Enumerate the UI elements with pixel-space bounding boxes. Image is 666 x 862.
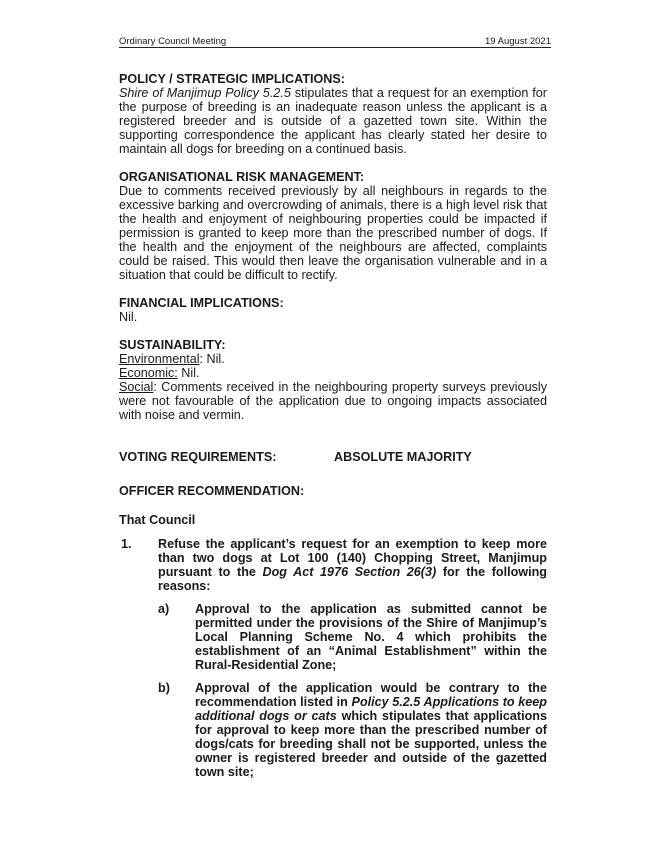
sustainability-heading: SUSTAINABILITY: xyxy=(119,338,226,352)
meeting-date: 19 August 2021 xyxy=(484,36,551,47)
officer-recommendation-heading: OFFICER RECOMMENDATION: xyxy=(119,484,305,498)
risk-text: Due to comments received previously by all neighbours in regards to the excessive barking and overcrowding of animals, there is a high level risk that the health and enjoyment of neighbouring properties could be impacted if permission is granted to keep more than the prescribed number of dogs. If the health and the enjoyment of the neighbours are affected, complaints could be raised. This would then leave the organisation vulnerable and in a situation that could be difficult to rectify. xyxy=(119,184,547,282)
environmental-line: Environmental: Nil. xyxy=(119,352,225,366)
policy-section xyxy=(119,72,547,156)
policy-heading: POLICY / STRATEGIC IMPLICATIONS: xyxy=(119,72,345,86)
reason-a-text: Approval to the application as submitted cannot be permitted under the provisions of the Shire of Manjimup’s Local Planning Scheme No. 4 which prohibits the establishment of an “Animal Establishment” within the Rural-Residential Zone; xyxy=(195,602,547,672)
document-body xyxy=(119,72,547,779)
recommendation-item-1 xyxy=(119,537,547,779)
reason-a xyxy=(158,602,547,672)
meeting-title: Ordinary Council Meeting xyxy=(119,36,227,47)
financial-text: Nil. xyxy=(119,310,138,324)
item-1-text: Refuse the applicant’s request for an exemption to keep more than two dogs at Lot 100 (140) Chopping Street, Manjimup pursuant to the Dog Act 1976 Section 26(3) for the following reasons: xyxy=(158,537,547,593)
policy-text: Shire of Manjimup Policy 5.2.5 stipulates that a request for an exemption for the purpose of breeding is an inadequate reason unless the applicant is a registered breeder and is outside of a gazetted town site. Within the supporting correspondence the applicant has clearly stated her desire to maintain all dogs for breeding on a continued basis. xyxy=(119,86,547,156)
reason-label: a) xyxy=(158,602,170,616)
reason-label: b) xyxy=(158,681,170,695)
policy-title-reference: Policy 5.2.5 Applications to keep additional dogs or cats xyxy=(195,695,547,723)
reason-b-text: Approval of the application would be contrary to the recommendation listed in Policy 5.2.5 Applications to keep additional dogs or cats which stipulates that applications for approval to keep more than the prescribed number of dogs/cats for breeding shall not be supported, unless the owner is registered breeder and outside of the gazetted town site; xyxy=(195,681,548,779)
that-council: That Council xyxy=(119,513,196,527)
page-header xyxy=(119,37,551,48)
sustainability-section xyxy=(119,338,547,422)
reason-b xyxy=(158,681,547,779)
social-line: Social: Comments received in the neighbouring property surveys previously were not favourable of the application due to ongoing impacts associated with noise and vermin. xyxy=(119,380,547,422)
economic-line: Economic: Nil. xyxy=(119,366,200,380)
risk-section xyxy=(119,170,547,282)
item-number: 1. xyxy=(121,537,132,551)
policy-reference: Shire of Manjimup Policy 5.2.5 xyxy=(119,86,291,100)
act-reference: Dog Act 1976 Section 26(3) xyxy=(262,565,437,579)
voting-requirements xyxy=(119,450,547,464)
risk-heading: ORGANISATIONAL RISK MANAGEMENT: xyxy=(119,170,365,184)
financial-heading: FINANCIAL IMPLICATIONS: xyxy=(119,296,284,310)
voting-value: ABSOLUTE MAJORITY xyxy=(334,450,472,464)
voting-label: VOTING REQUIREMENTS: xyxy=(119,450,277,464)
financial-section xyxy=(119,296,547,324)
